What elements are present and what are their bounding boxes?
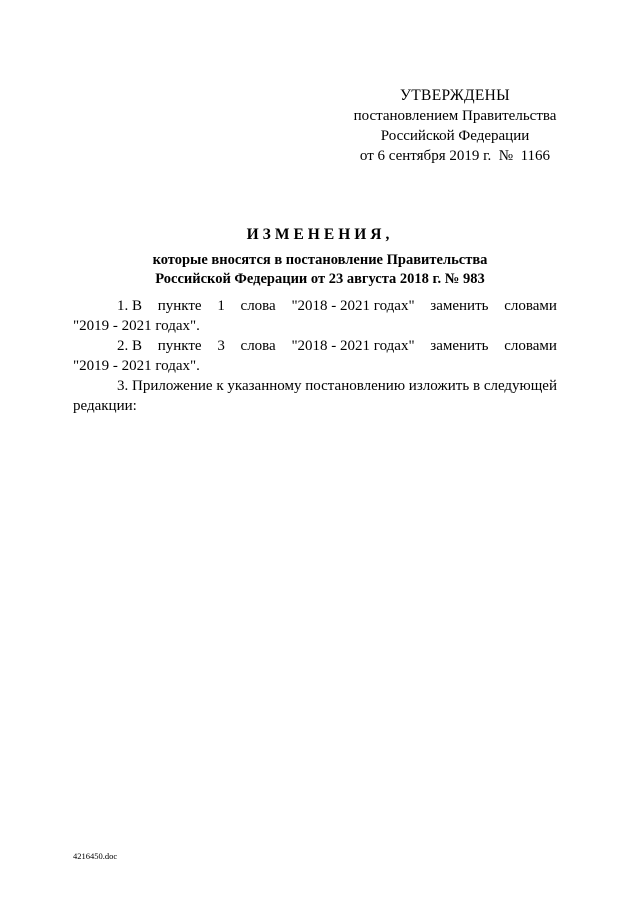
item-2-continuation: "2019 - 2021 годах". — [73, 358, 200, 374]
item-1-word: "2018 - 2021 годах" — [291, 298, 415, 314]
approval-stamp — [330, 86, 580, 166]
item-1-word: заменить — [430, 298, 489, 314]
approval-line-1: постановлением Правительства — [353, 108, 557, 124]
item-2-word: пункте — [157, 338, 202, 354]
document-heading — [70, 224, 570, 289]
item-2 — [73, 336, 557, 376]
item-1-word: 1. В — [117, 298, 143, 314]
item-1-word: пункте — [157, 298, 202, 314]
item-2-word: слова — [240, 338, 276, 354]
heading-subtitle-line-1: которые вносятся в постановление Правительства — [152, 252, 488, 268]
file-name-footer: 4216450.doc — [73, 851, 118, 861]
item-2-word: словами — [504, 338, 557, 354]
approval-line-3: от 6 сентября 2019 г. № 1166 — [359, 148, 551, 164]
item-2-word: заменить — [430, 338, 489, 354]
item-2-word: 3 — [217, 338, 225, 354]
heading-subtitle — [70, 251, 570, 289]
item-1-first-line — [73, 296, 557, 316]
item-2-word: 2. В — [117, 338, 143, 354]
document-body — [73, 296, 557, 416]
item-2-first-line — [73, 336, 557, 356]
item-1-word: словами — [504, 298, 557, 314]
item-1 — [73, 296, 557, 336]
heading-subtitle-line-2: Российской Федерации от 23 августа 2018 г. № 983 — [155, 271, 485, 287]
item-1-word: слова — [240, 298, 276, 314]
item-2-word: "2018 - 2021 годах" — [291, 338, 415, 354]
item-3: 3. Приложение к указанному постановлению изложить в следующей редакции: — [73, 378, 557, 414]
item-1-continuation: "2019 - 2021 годах". — [73, 318, 200, 334]
item-1-word: 1 — [217, 298, 225, 314]
heading-title: ИЗМЕНЕНИЯ, — [246, 226, 394, 243]
approval-title: УТВЕРЖДЕНЫ — [400, 87, 510, 104]
approval-line-2: Российской Федерации — [380, 128, 530, 144]
